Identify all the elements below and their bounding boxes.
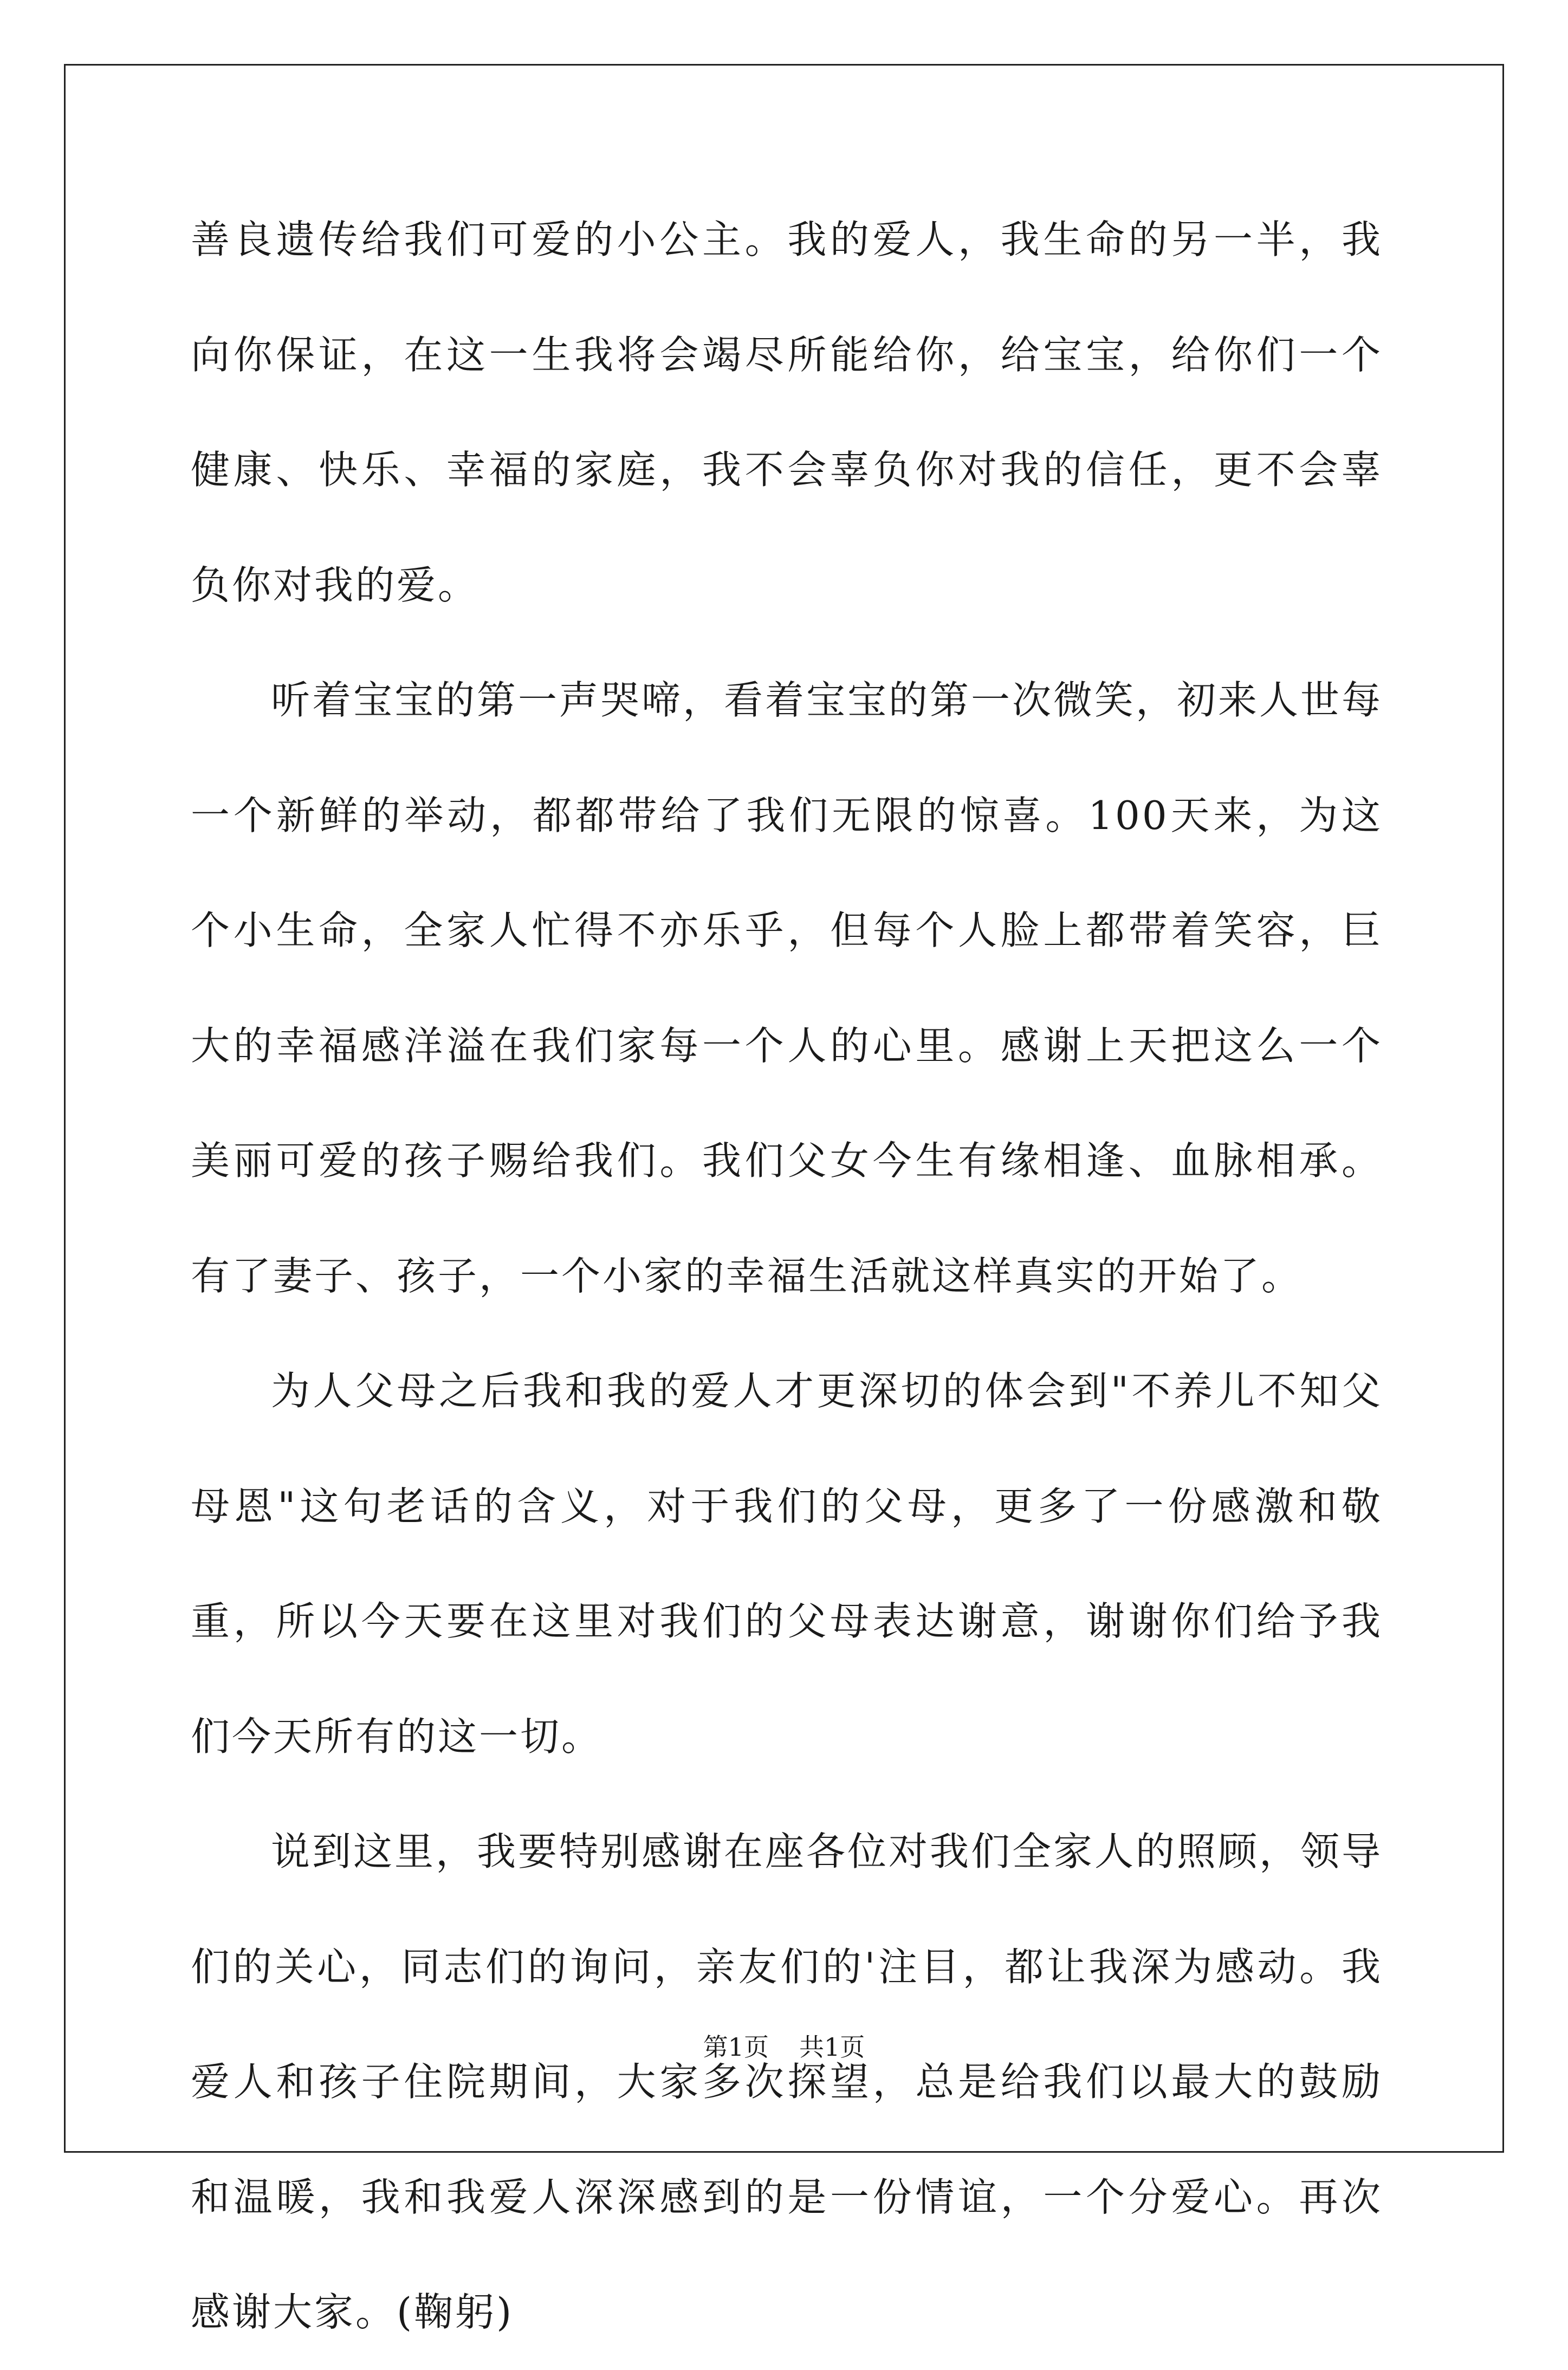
paragraph-2: 听着宝宝的第一声哭啼，看着宝宝的第一次微笑，初来人世每一个新鲜的举动，都都带给了我们无限的惊喜。100天来，为这个小生命，全家人忙得不亦乐乎，但每个人脸上都带着笑容，巨大的幸福感洋溢在我们家每一个人的心里。感谢上天把这么一个美丽可爱的孩子赐给我们。我们父女今生有缘相逢、血脉相承。有了妻子、孩子，一个小家的幸福生活就这样真实的开始了。 xyxy=(191,677,1383,1299)
page-number: 第1页 xyxy=(703,2032,769,2062)
paragraph-3: 为人父母之后我和我的爱人才更深切的体会到"不养儿不知父母恩"这句老话的含义，对于我们的父母，更多了一份感激和敬重，所以今天要在这里对我们的父母表达谢意，谢谢你们给予我们今天所有的这一切。 xyxy=(191,1368,1383,1759)
paragraph-1: 善良遗传给我们可爱的小公主。我的爱人，我生命的另一半，我向你保证，在这一生我将会竭尽所能给你，给宝宝，给你们一个健康、快乐、幸福的家庭，我不会辜负你对我的信任，更不会辜负你对我的爱。 xyxy=(191,217,1383,608)
page-footer xyxy=(0,2028,1568,2063)
paragraph-4: 说到这里，我要特别感谢在座各位对我们全家人的照顾，领导们的关心，同志们的询问，亲友们的'注目，都让我深为感动。我爱人和孩子住院期间，大家多次探望，总是给我们以最大的鼓励和温暖，我和我爱人深深感到的是一份情谊，一个分爱心。再次感谢大家。(鞠躬) xyxy=(191,1829,1383,2335)
page-total: 共1页 xyxy=(799,2032,865,2062)
